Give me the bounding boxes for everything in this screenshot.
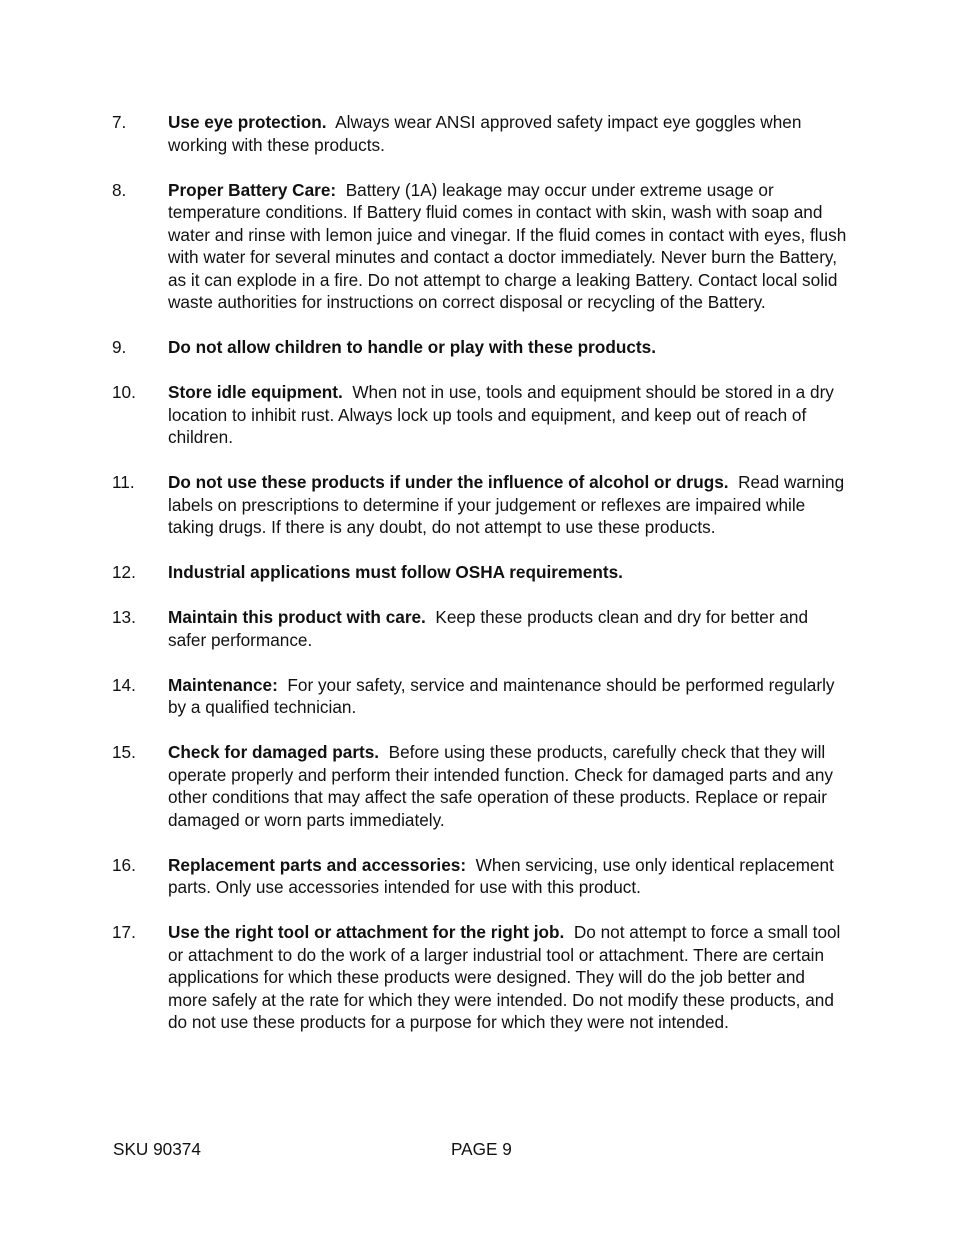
item-number: 11. [112, 472, 135, 492]
item-body [168, 674, 847, 719]
list-item [112, 381, 847, 449]
list-item [112, 561, 847, 584]
item-text: Do not attempt to force a small tool or attachment to do the work of a larger industrial tool or attachment. There are certain applications for which these products were designed. They will do the job better and more safely at the rate for which they were intended. Do not modify these products, and do not use these products for a purpose for which they were not intended. [168, 922, 841, 1032]
item-lead: Do not use these products if under the influence of alcohol or drugs. [168, 472, 729, 492]
item-body [168, 741, 847, 831]
item-number: 12. [112, 562, 136, 582]
list-item [112, 854, 847, 899]
item-lead: Industrial applications must follow OSHA requirements. [168, 562, 623, 582]
item-lead: Use eye protection. [168, 112, 327, 132]
item-text: When servicing, use only identical replacement parts. Only use accessories intended for use with this product. [168, 854, 834, 897]
item-number: 16. [112, 854, 136, 875]
list-item [112, 336, 847, 359]
list-item [112, 179, 847, 314]
item-text: Read warning labels on prescriptions to determine if your judgement or reflexes are impaired while taking drugs. If there is any doubt, do not attempt to use these products. [168, 472, 845, 537]
item-body [168, 606, 847, 651]
item-lead: Do not allow children to handle or play with these products. [168, 337, 656, 357]
item-number: 7. [112, 112, 127, 132]
item-number: 8. [112, 179, 127, 200]
list-item [112, 674, 847, 719]
list-item [112, 741, 847, 831]
item-number: 13. [112, 607, 136, 627]
item-body [168, 179, 847, 314]
safety-list [112, 111, 847, 1056]
list-item [112, 471, 847, 539]
item-body [168, 336, 847, 359]
item-body [168, 561, 847, 584]
item-text: When not in use, tools and equipment should be stored in a dry location to inhibit rust. Always lock up tools and equipment, and keep out of reach of children. [168, 382, 834, 447]
item-lead: Maintain this product with care. [168, 607, 426, 627]
item-lead: Proper Battery Care: [168, 179, 337, 200]
item-text: Before using these products, carefully check that they will operate properly and perform their intended function. Check for damaged parts and any other conditions that may affect the safe operation of these products. Replace or repair damaged or worn parts immediately. [168, 742, 833, 830]
item-body [168, 381, 847, 449]
item-lead: Maintenance: [168, 674, 278, 695]
item-text: Always wear ANSI approved safety impact eye goggles when working with these products. [168, 112, 802, 155]
item-body [168, 921, 847, 1034]
item-lead: Check for damaged parts. [168, 742, 380, 762]
footer-sku: SKU 90374 [113, 1139, 201, 1159]
item-text: For your safety, service and maintenance should be performed regularly by a qualified technician. [168, 674, 835, 717]
item-number: 10. [112, 382, 136, 402]
item-number: 17. [112, 922, 136, 942]
item-text: Keep these products clean and dry for better and safer performance. [168, 607, 809, 650]
item-lead: Replacement parts and accessories: [168, 854, 467, 875]
list-item [112, 921, 847, 1034]
item-lead: Use the right tool or attachment for the right job. [168, 922, 565, 942]
item-body [168, 471, 847, 539]
list-item [112, 606, 847, 651]
item-number: 15. [112, 742, 136, 762]
item-lead: Store idle equipment. [168, 382, 343, 402]
item-body [168, 111, 847, 156]
list-item [112, 111, 847, 156]
item-number: 14. [112, 674, 136, 695]
footer-page-number: PAGE 9 [451, 1139, 512, 1159]
item-number: 9. [112, 337, 127, 357]
item-body [168, 854, 847, 899]
item-text: Battery (1A) leakage may occur under extreme usage or temperature conditions. If Battery fluid comes in contact with skin, wash with soap and water and rinse with lemon juice and vinegar. If the fluid comes in contact with eyes, flush with water for several minutes and contact a doctor immediately. Never burn the Battery, as it can explode in a fire. Do not attempt to charge a leaking Battery. Contact local solid waste authorities for instructions on correct disposal or recycling of the Battery. [168, 179, 847, 312]
